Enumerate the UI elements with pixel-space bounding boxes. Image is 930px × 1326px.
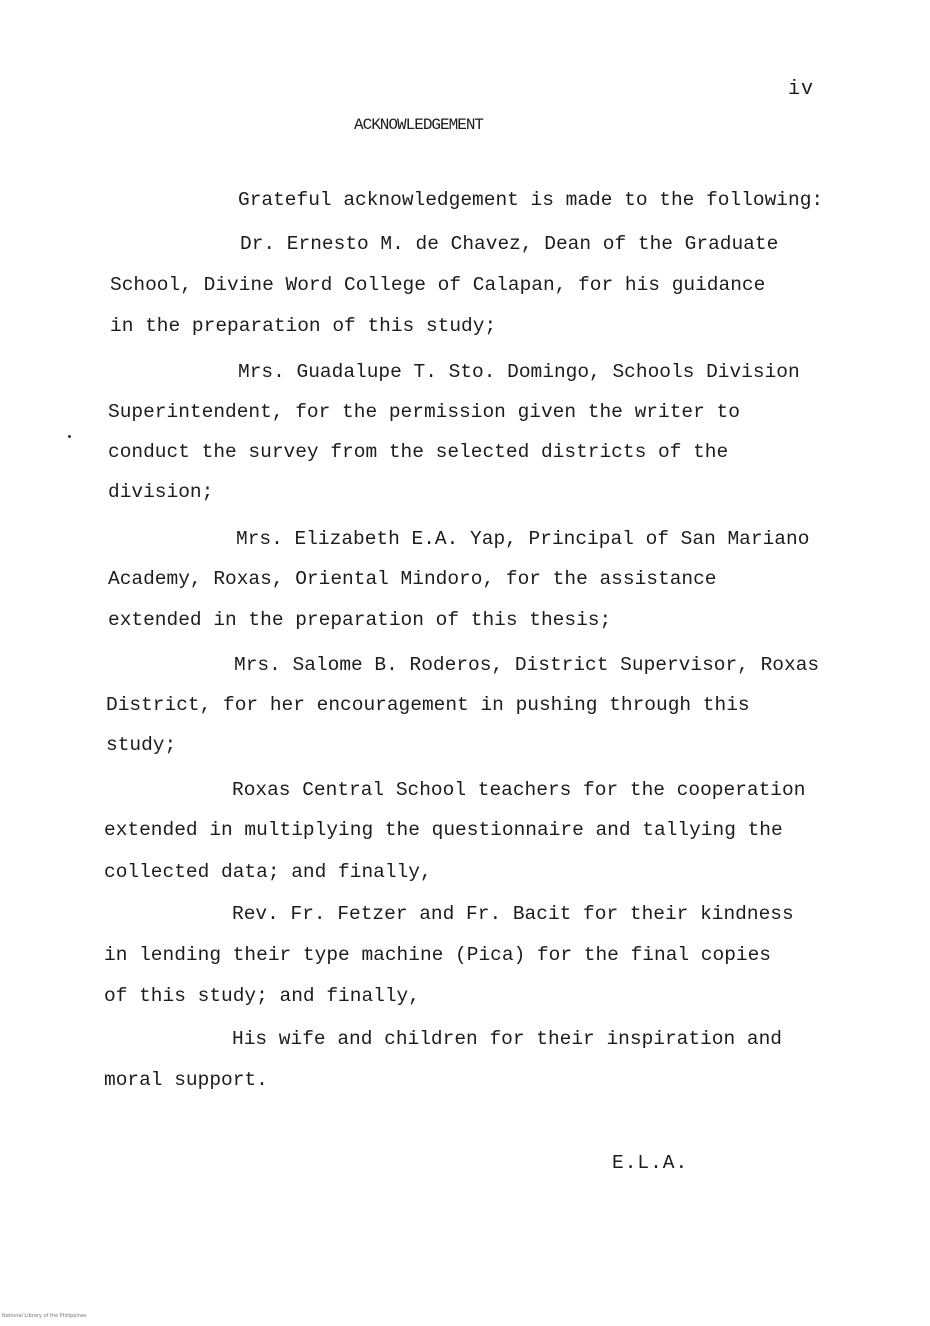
- scan-speck: [68, 435, 71, 438]
- paragraph-5-line-2: District, for her encouragement in pushing through this: [106, 694, 750, 716]
- paragraph-4-line-2: Academy, Roxas, Oriental Mindoro, for the assistance: [108, 568, 717, 590]
- paragraph-5-line-3: study;: [106, 734, 177, 756]
- paragraph-3-line-4: division;: [108, 481, 214, 503]
- paragraph-5-line-1: Mrs. Salome B. Roderos, District Supervisor, Roxas: [234, 654, 820, 676]
- paragraph-6-line-2: extended in multiplying the questionnaire and tallying the: [104, 819, 783, 841]
- paragraph-3-line-2: Superintendent, for the permission given the writer to: [108, 401, 740, 423]
- paragraph-3-line-1: Mrs. Guadalupe T. Sto. Domingo, Schools Division: [238, 361, 800, 383]
- paragraph-4-line-1: Mrs. Elizabeth E.A. Yap, Principal of San Mariano: [236, 528, 810, 550]
- paragraph-6-line-3: collected data; and finally,: [104, 861, 432, 883]
- paragraph-8-line-1: His wife and children for their inspiration and: [232, 1028, 782, 1050]
- paragraph-2-line-3: in the preparation of this study;: [110, 315, 497, 337]
- paragraph-2-line-1: Dr. Ernesto M. de Chavez, Dean of the Graduate: [240, 233, 779, 255]
- paragraph-2-line-2: School, Divine Word College of Calapan, for his guidance: [110, 274, 766, 296]
- paragraph-4-line-3: extended in the preparation of this thesis;: [108, 609, 612, 631]
- page-title: ACKNOWLEDGEMENT: [354, 116, 484, 134]
- paragraph-7-line-2: in lending their type machine (Pica) for the final copies: [104, 944, 772, 966]
- author-initials: E.L.A.: [612, 1152, 689, 1174]
- paragraph-7-line-1: Rev. Fr. Fetzer and Fr. Bacit for their kindness: [232, 903, 794, 925]
- paragraph-8-line-2: moral support.: [104, 1069, 268, 1091]
- paragraph-7-line-3: of this study; and finally,: [104, 985, 420, 1007]
- paragraph-1-line-1: Grateful acknowledgement is made to the following:: [238, 189, 824, 211]
- footer-watermark: National Library of the Philippines: [2, 1313, 87, 1319]
- paragraph-6-line-1: Roxas Central School teachers for the cooperation: [232, 779, 806, 801]
- paragraph-3-line-3: conduct the survey from the selected districts of the: [108, 441, 729, 463]
- page-number: iv: [788, 78, 815, 101]
